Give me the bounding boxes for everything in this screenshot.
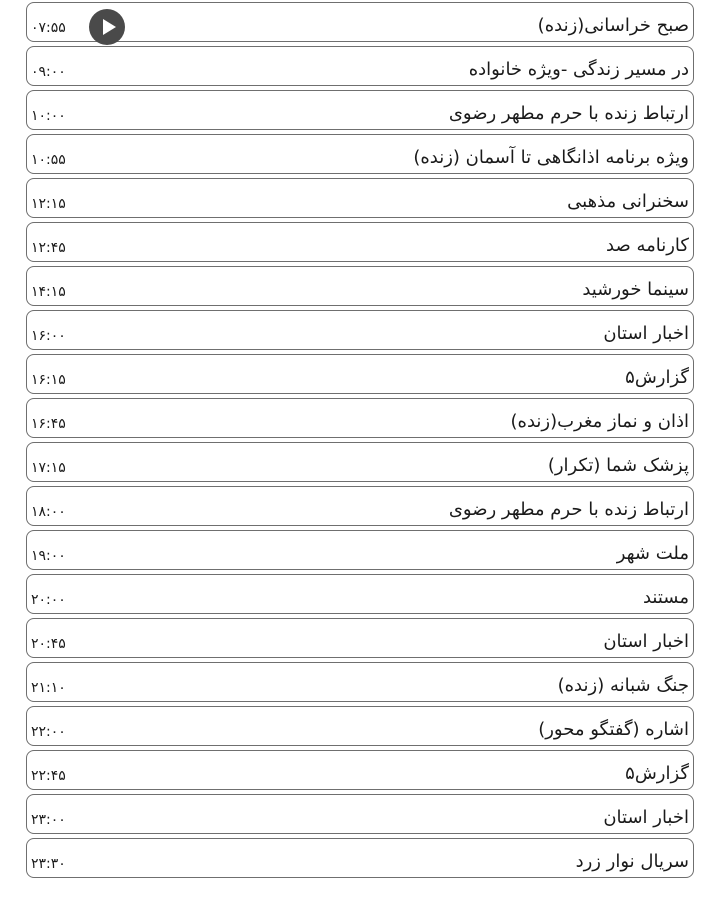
program-title: اخبار استان [603,323,689,344]
program-time: ۲۳:۰۰ [31,812,66,828]
program-schedule-list [26,2,694,882]
schedule-row[interactable] [26,618,694,658]
schedule-row[interactable] [26,398,694,438]
schedule-row[interactable] [26,530,694,570]
program-time: ۰۹:۰۰ [31,64,66,80]
schedule-row[interactable] [26,134,694,174]
program-time: ۱۶:۱۵ [31,372,66,388]
schedule-row[interactable] [26,222,694,262]
schedule-row[interactable] [26,266,694,306]
program-title: گزارش۵ [625,367,689,388]
schedule-row[interactable] [26,2,694,42]
schedule-row[interactable] [26,662,694,702]
program-time: ۲۰:۰۰ [31,592,66,608]
play-icon [89,9,125,45]
program-title: ارتباط زنده با حرم مطهر رضوی [448,499,689,520]
program-title: ملت شهر [616,543,689,564]
program-title: در مسیر زندگی -ویژه خانواده [468,59,689,80]
program-time: ۱۰:۵۵ [31,152,66,168]
program-time: ۰۷:۵۵ [31,20,66,36]
schedule-row[interactable] [26,46,694,86]
program-time: ۱۲:۴۵ [31,240,66,256]
program-time: ۱۸:۰۰ [31,504,66,520]
schedule-row[interactable] [26,178,694,218]
program-time: ۱۴:۱۵ [31,284,66,300]
program-time: ۲۲:۰۰ [31,724,66,740]
program-time: ۲۲:۴۵ [31,768,66,784]
program-title: اشاره (گفتگو محور) [538,719,689,740]
program-title: صبح خراسانی(زنده) [537,15,689,36]
schedule-row[interactable] [26,310,694,350]
schedule-row[interactable] [26,838,694,878]
program-time: ۱۰:۰۰ [31,108,66,124]
schedule-row[interactable] [26,90,694,130]
program-time: ۲۳:۳۰ [31,856,66,872]
program-title: اذان و نماز مغرب(زنده) [510,411,689,432]
schedule-row[interactable] [26,794,694,834]
schedule-row[interactable] [26,354,694,394]
play-button[interactable] [89,9,125,45]
schedule-row[interactable] [26,706,694,746]
program-title: اخبار استان [603,631,689,652]
program-time: ۱۲:۱۵ [31,196,66,212]
program-title: جنگ شبانه (زنده) [557,675,689,696]
program-title: کارنامه صد [606,235,689,256]
program-title: ویژه برنامه اذانگاهی تا آسمان (زنده) [413,147,689,168]
program-title: اخبار استان [603,807,689,828]
program-time: ۲۰:۴۵ [31,636,66,652]
program-time: ۱۹:۰۰ [31,548,66,564]
program-time: ۲۱:۱۰ [31,680,66,696]
program-title: گزارش۵ [625,763,689,784]
program-title: پزشک شما (تکرار) [547,455,689,476]
program-time: ۱۷:۱۵ [31,460,66,476]
program-time: ۱۶:۴۵ [31,416,66,432]
schedule-row[interactable] [26,486,694,526]
program-title: سخنرانی مذهبی [567,191,689,212]
schedule-row[interactable] [26,442,694,482]
program-time: ۱۶:۰۰ [31,328,66,344]
program-title: سینما خورشید [582,279,689,300]
program-title: ارتباط زنده با حرم مطهر رضوی [448,103,689,124]
schedule-row[interactable] [26,574,694,614]
program-title: سریال نوار زرد [575,851,689,872]
schedule-row[interactable] [26,750,694,790]
program-title: مستند [642,587,689,608]
